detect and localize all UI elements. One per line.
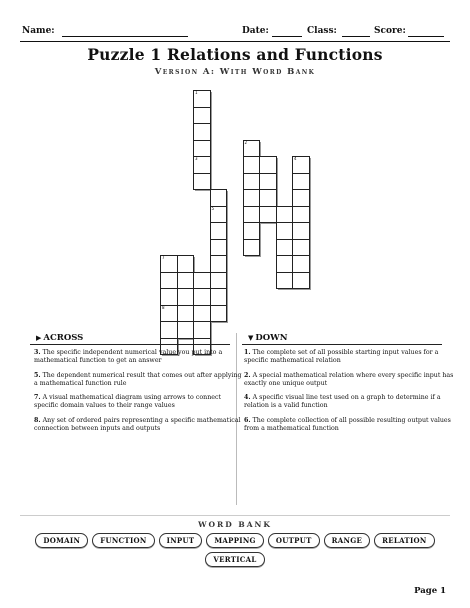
- student-info-header: [22, 26, 448, 40]
- crossword-cell[interactable]: [160, 255, 178, 273]
- clue-number-label: 3: [195, 156, 198, 161]
- name-label: Name:: [22, 26, 55, 36]
- word-bank-title: WORD BANK: [198, 520, 272, 529]
- clue-number-label: 5: [211, 205, 215, 211]
- word-bank-item: DOMAIN: [35, 533, 88, 548]
- across-heading: [30, 331, 236, 345]
- crossword-cell[interactable]: [177, 288, 195, 306]
- crossword-cell[interactable]: [292, 272, 310, 290]
- clue-text: A specific visual line test used on a graph to determine if a relation is a valid function: [244, 394, 441, 410]
- crossword-cell[interactable]: [292, 206, 310, 224]
- clue-number: 8.: [34, 416, 41, 424]
- crossword-grid: [160, 90, 310, 330]
- crossword-cell[interactable]: [160, 288, 178, 306]
- crossword-cell[interactable]: [193, 140, 211, 158]
- crossword-cell[interactable]: [276, 239, 294, 257]
- crossword-cell[interactable]: [193, 107, 211, 125]
- page-subtitle: Version A: With Word Bank: [154, 67, 316, 77]
- down-heading: [242, 331, 448, 345]
- crossword-cell[interactable]: [243, 173, 261, 191]
- crossword-cell[interactable]: [210, 305, 228, 323]
- across-clue: [34, 349, 244, 366]
- class-label: Class:: [307, 26, 337, 36]
- across-heading-rule: [30, 344, 230, 345]
- down-clue-list: [244, 349, 454, 439]
- word-bank-item: RANGE: [324, 533, 370, 548]
- crossword-cell[interactable]: [193, 288, 211, 306]
- crossword-cell[interactable]: [292, 156, 310, 174]
- down-clue: [244, 417, 454, 434]
- crossword-cell[interactable]: [259, 156, 277, 174]
- clue-text: A visual mathematical diagram using arrows to connect specific domain values to their range values: [34, 394, 222, 410]
- clue-number: 3.: [34, 349, 41, 356]
- word-bank-item: INPUT: [159, 533, 203, 548]
- crossword-cell[interactable]: [243, 239, 261, 257]
- crossword-cell[interactable]: [276, 272, 294, 290]
- word-bank-item: MAPPING: [206, 533, 263, 548]
- crossword-cell[interactable]: [177, 305, 195, 323]
- crossword-cell[interactable]: [276, 255, 294, 273]
- clue-text: A special mathematical relation where every specific input has exactly one unique output: [244, 371, 454, 387]
- word-bank-item: VERTICAL: [205, 552, 264, 567]
- word-bank-item: FUNCTION: [92, 533, 154, 548]
- word-bank-divider: [20, 515, 450, 516]
- crossword-cell[interactable]: [292, 173, 310, 191]
- crossword-cell[interactable]: [292, 222, 310, 240]
- crossword-cell[interactable]: [259, 189, 277, 207]
- across-clue: [34, 372, 244, 389]
- crossword-cell[interactable]: [210, 222, 228, 240]
- crossword-cell[interactable]: [210, 206, 228, 224]
- clue-number-label: 7: [162, 255, 165, 260]
- crossword-cell[interactable]: [210, 288, 228, 306]
- clue-text: The complete set of all possible starting input values for a specific mathematical relation: [244, 349, 439, 365]
- crossword-cell[interactable]: [193, 156, 211, 174]
- clue-text: Any set of ordered pairs representing a specific mathematical connection between inputs and outputs: [34, 416, 241, 433]
- across-clue: [34, 394, 244, 411]
- clue-number: 2.: [244, 371, 251, 379]
- triangle-right-icon: ▶: [36, 333, 42, 342]
- date-field[interactable]: [272, 36, 302, 37]
- crossword-cell[interactable]: [210, 189, 228, 207]
- clue-text: The complete collection of all possible resulting output values from a mathematical function: [244, 416, 451, 433]
- word-bank-item: OUTPUT: [268, 533, 320, 548]
- crossword-cell[interactable]: [193, 272, 211, 290]
- clue-number: 7.: [34, 394, 41, 402]
- header-divider: [20, 41, 450, 42]
- triangle-down-icon: ▼: [248, 333, 254, 342]
- crossword-cell[interactable]: [276, 222, 294, 240]
- name-field[interactable]: [62, 36, 188, 37]
- crossword-cell[interactable]: [193, 90, 211, 108]
- clue-number: 6.: [244, 416, 251, 424]
- crossword-cell[interactable]: [193, 173, 211, 191]
- crossword-cell[interactable]: [193, 123, 211, 141]
- date-label: Date:: [242, 26, 269, 36]
- clue-number: 5.: [34, 371, 41, 379]
- down-heading-rule: [242, 344, 442, 345]
- crossword-cell[interactable]: [243, 140, 261, 158]
- clue-number-label: 8: [162, 304, 165, 310]
- crossword-cell[interactable]: [292, 239, 310, 257]
- crossword-cell[interactable]: [276, 206, 294, 224]
- down-clue: [244, 372, 454, 389]
- clue-number-label: 2: [244, 139, 248, 145]
- clue-number: 4.: [244, 394, 251, 402]
- crossword-cell[interactable]: [243, 206, 261, 224]
- clue-number-label: 1: [195, 90, 198, 95]
- crossword-cell[interactable]: [193, 305, 211, 323]
- word-bank: [30, 533, 440, 567]
- crossword-cell[interactable]: [243, 189, 261, 207]
- crossword-cell[interactable]: [243, 222, 261, 240]
- page-title: Puzzle 1 Relations and Functions: [87, 45, 383, 64]
- crossword-cell[interactable]: [259, 173, 277, 191]
- crossword-cell[interactable]: [160, 305, 178, 323]
- crossword-cell[interactable]: [292, 189, 310, 207]
- crossword-cell[interactable]: [160, 272, 178, 290]
- crossword-cell[interactable]: [210, 255, 228, 273]
- score-field[interactable]: [408, 36, 444, 37]
- clue-text: The specific independent numerical value you put into a mathematical function to get an answer: [34, 349, 223, 365]
- down-heading-label: DOWN: [255, 333, 288, 343]
- down-clue: [244, 349, 454, 366]
- down-clue: [244, 394, 454, 411]
- crossword-cell[interactable]: [259, 206, 277, 224]
- crossword-cell[interactable]: [177, 255, 195, 273]
- clue-number-label: 4: [294, 156, 297, 161]
- crossword-cell[interactable]: [210, 239, 228, 257]
- across-clue: [34, 417, 244, 434]
- crossword-cell[interactable]: [243, 156, 261, 174]
- crossword-cell[interactable]: [177, 272, 195, 290]
- clue-number: 1.: [244, 349, 251, 356]
- word-bank-item: RELATION: [374, 533, 435, 548]
- clue-text: The dependent numerical result that comes out after applying a mathematical function rule: [34, 371, 242, 387]
- score-label: Score:: [374, 26, 406, 36]
- crossword-cell[interactable]: [292, 255, 310, 273]
- page-number: Page 1: [414, 586, 446, 596]
- across-clue-list: [34, 349, 244, 439]
- crossword-cell[interactable]: [210, 272, 228, 290]
- class-field[interactable]: [342, 36, 370, 37]
- across-heading-label: ACROSS: [43, 333, 84, 343]
